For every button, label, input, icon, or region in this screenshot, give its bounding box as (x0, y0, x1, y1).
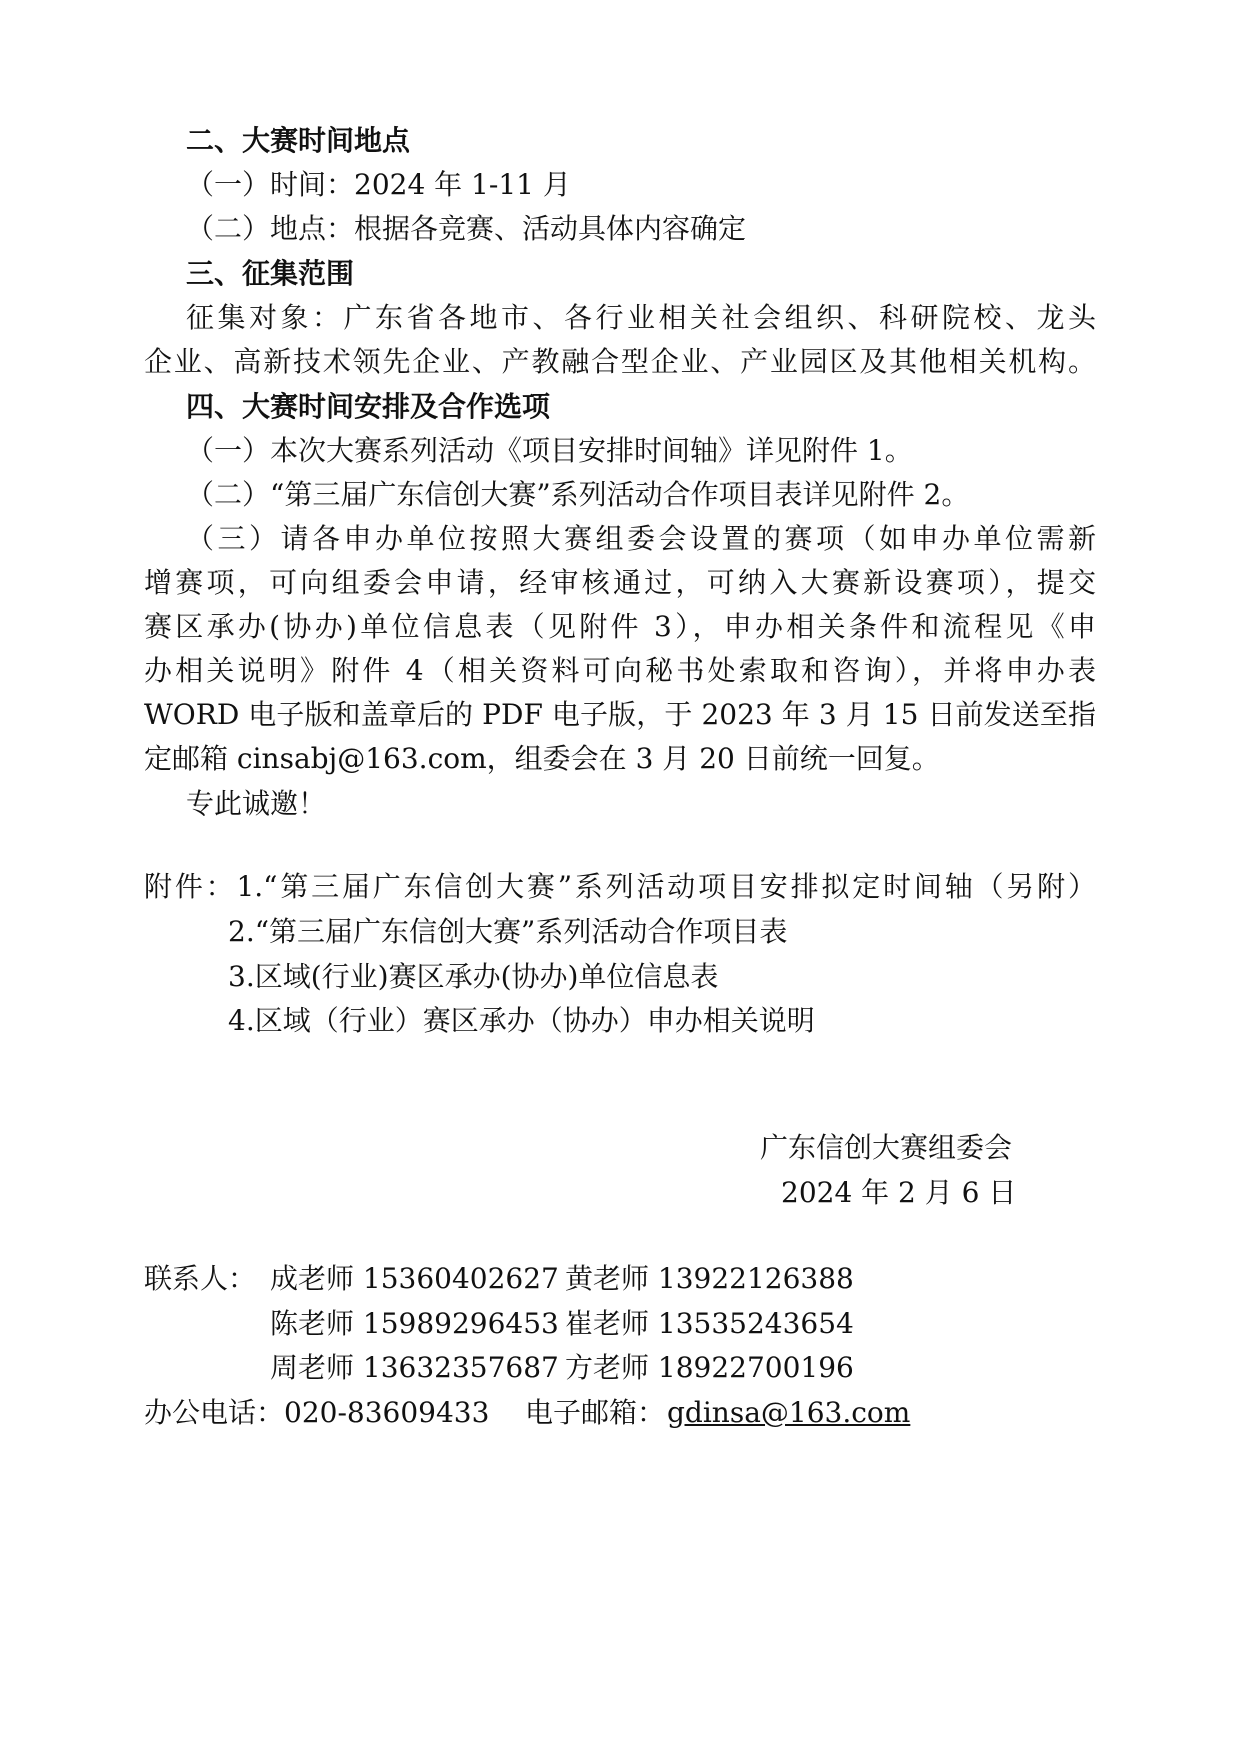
section-3-heading: 三、征集范围 (186, 257, 355, 290)
attachment-1: 附件：1.“第三届广东信创大赛”系列活动项目安排拟定时间轴（另附） (144, 870, 1096, 903)
attachment-2: 2.“第三届广东信创大赛”系列活动合作项目表 (228, 915, 788, 948)
contact-entry: 周老师 13632357687 (270, 1351, 559, 1384)
section-4-item-3-line: 办相关说明》附件 4（相关资料可向秘书处索取和咨询），并将申办表 (144, 654, 1096, 687)
closing-text: 专此诚邀！ (186, 787, 327, 820)
section-2-heading: 二、大赛时间地点 (186, 124, 411, 157)
email-link[interactable]: gdinsa@163.com (667, 1396, 911, 1429)
contact-entry: 陈老师 15989296453 (270, 1307, 559, 1340)
section-3-paragraph-line: 征集对象：广东省各地市、各行业相关社会组织、科研院校、龙头 (186, 301, 1096, 334)
section-4-item-2: （二）“第三届广东信创大赛”系列活动合作项目表详见附件 2。 (186, 478, 970, 511)
section-4-item-3-line: 赛区承办(协办)单位信息表（见附件 3），申办相关条件和流程见《申 (144, 610, 1096, 643)
email-label: 电子邮箱： (525, 1396, 666, 1429)
section-4-item-1: （一）本次大赛系列活动《项目安排时间轴》详见附件 1。 (186, 434, 913, 467)
section-2-time: （一）时间：2024 年 1-11 月 (186, 168, 571, 201)
section-4-item-3-line: WORD 电子版和盖章后的 PDF 电子版，于 2023 年 3 月 15 日前发送至指 (144, 698, 1096, 731)
contact-entry: 成老师 15360402627 (270, 1262, 559, 1295)
signature-org: 广东信创大赛组委会 (760, 1131, 1013, 1164)
section-2-place: （二）地点：根据各竞赛、活动具体内容确定 (186, 212, 747, 245)
section-4-item-3-line: 增赛项，可向组委会申请，经审核通过，可纳入大赛新设赛项），提交 (144, 566, 1096, 599)
contact-entry: 方老师 18922700196 (565, 1351, 854, 1384)
contacts-label: 联系人： (144, 1262, 257, 1295)
section-4-item-3-line: （三）请各申办单位按照大赛组委会设置的赛项（如申办单位需新 (186, 522, 1096, 555)
section-3-paragraph-line: 企业、高新技术领先企业、产教融合型企业、产业园区及其他相关机构。 (144, 345, 1096, 378)
contact-entry: 黄老师 13922126388 (565, 1262, 854, 1295)
section-4-heading: 四、大赛时间安排及合作选项 (186, 390, 551, 423)
signature-date: 2024 年 2 月 6 日 (781, 1176, 1017, 1209)
office-phone: 办公电话：020-83609433 (144, 1396, 490, 1429)
attachment-3: 3.区域(行业)赛区承办(协办)单位信息表 (228, 960, 719, 993)
contact-entry: 崔老师 13535243654 (565, 1307, 854, 1340)
attachment-4: 4.区域（行业）赛区承办（协办）申办相关说明 (228, 1004, 815, 1037)
section-4-item-3-line: 定邮箱 cinsabj@163.com，组委会在 3 月 20 日前统一回复。 (144, 742, 940, 775)
